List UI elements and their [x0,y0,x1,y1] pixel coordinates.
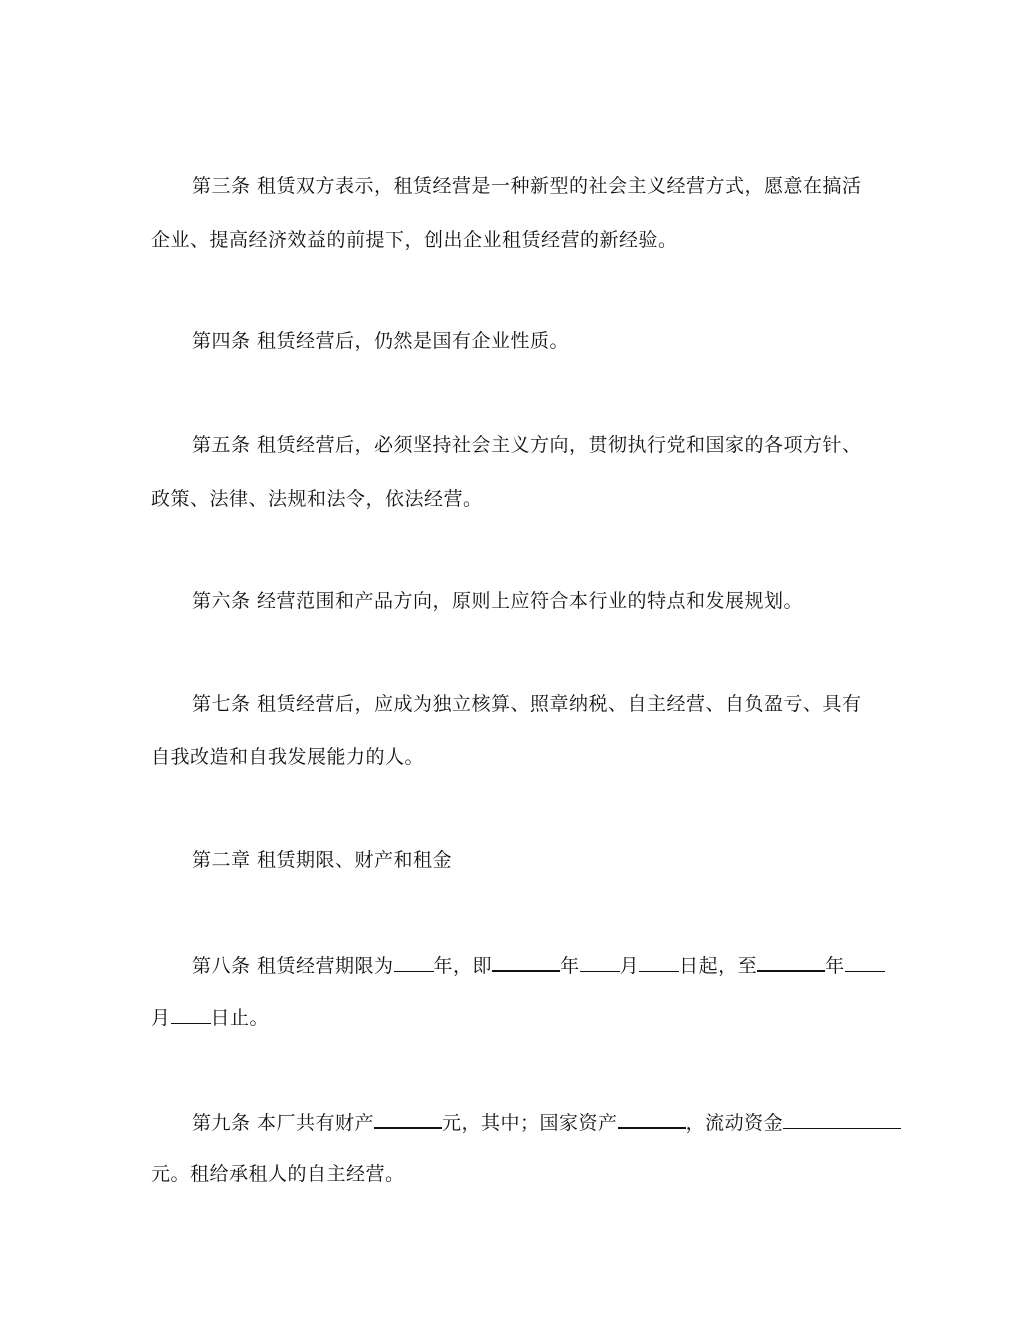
fill-blank-end-day[interactable] [171,1005,211,1024]
fill-blank-start-day[interactable] [639,953,679,972]
article-7-line-1: 第七条 租赁经营后，应成为独立核算、照章纳税、自主经营、自负盈亏、具有 [192,693,862,715]
article-5-line-2: 政策、法律、法规和法令，依法经营。 [151,488,483,510]
chapter-2-heading: 第二章 租赁期限、财产和租金 [192,849,453,871]
article-9-line-2: 元。租给承租人的自主经营。 [151,1163,405,1185]
article-8-text-4: 月 [619,955,640,977]
article-8-text-1: 第八条 租赁经营期限为 [192,955,394,977]
article-8-text-6: 年 [825,955,845,977]
article-9-line-1 [192,1109,901,1135]
fill-blank-state-assets[interactable] [618,1109,686,1129]
fill-blank-start-month[interactable] [580,953,620,972]
fill-blank-term-years[interactable] [394,953,434,972]
article-8-text-3: 年 [560,955,580,977]
article-7-line-2: 自我改造和自我发展能力的人。 [151,746,425,768]
article-8-line-2 [151,1005,269,1030]
article-8-text-2: 年，即 [433,955,493,977]
article-8-text-7: 月 [151,1007,171,1029]
article-8-text-8: 日止。 [210,1007,270,1029]
fill-blank-end-year[interactable] [757,952,825,972]
article-3-line-1: 第三条 租赁双方表示，租赁经营是一种新型的社会主义经营方式，愿意在搞活 [192,175,862,197]
article-5-line-1: 第五条 租赁经营后，必须坚持社会主义方向，贯彻执行党和国家的各项方针、 [192,434,862,456]
article-9-text-2: 元，其中；国家资产 [442,1112,618,1134]
fill-blank-end-month-trailing[interactable] [845,953,885,972]
article-8-text-5: 日起，至 [679,955,758,977]
article-6-line-1: 第六条 经营范围和产品方向，原则上应符合本行业的特点和发展规划。 [192,590,804,612]
article-9-text-3: ，流动资金 [685,1112,784,1134]
fill-blank-total-assets[interactable] [374,1109,442,1129]
article-9-text-1: 第九条 本厂共有财产 [192,1112,375,1134]
fill-blank-start-year[interactable] [492,952,560,972]
fill-blank-working-capital[interactable] [783,1110,901,1129]
article-3-line-2: 企业、提高经济效益的前提下，创出企业租赁经营的新经验。 [151,229,678,251]
article-8-line-1 [192,952,885,978]
article-4-line-1: 第四条 租赁经营后，仍然是国有企业性质。 [192,330,570,352]
